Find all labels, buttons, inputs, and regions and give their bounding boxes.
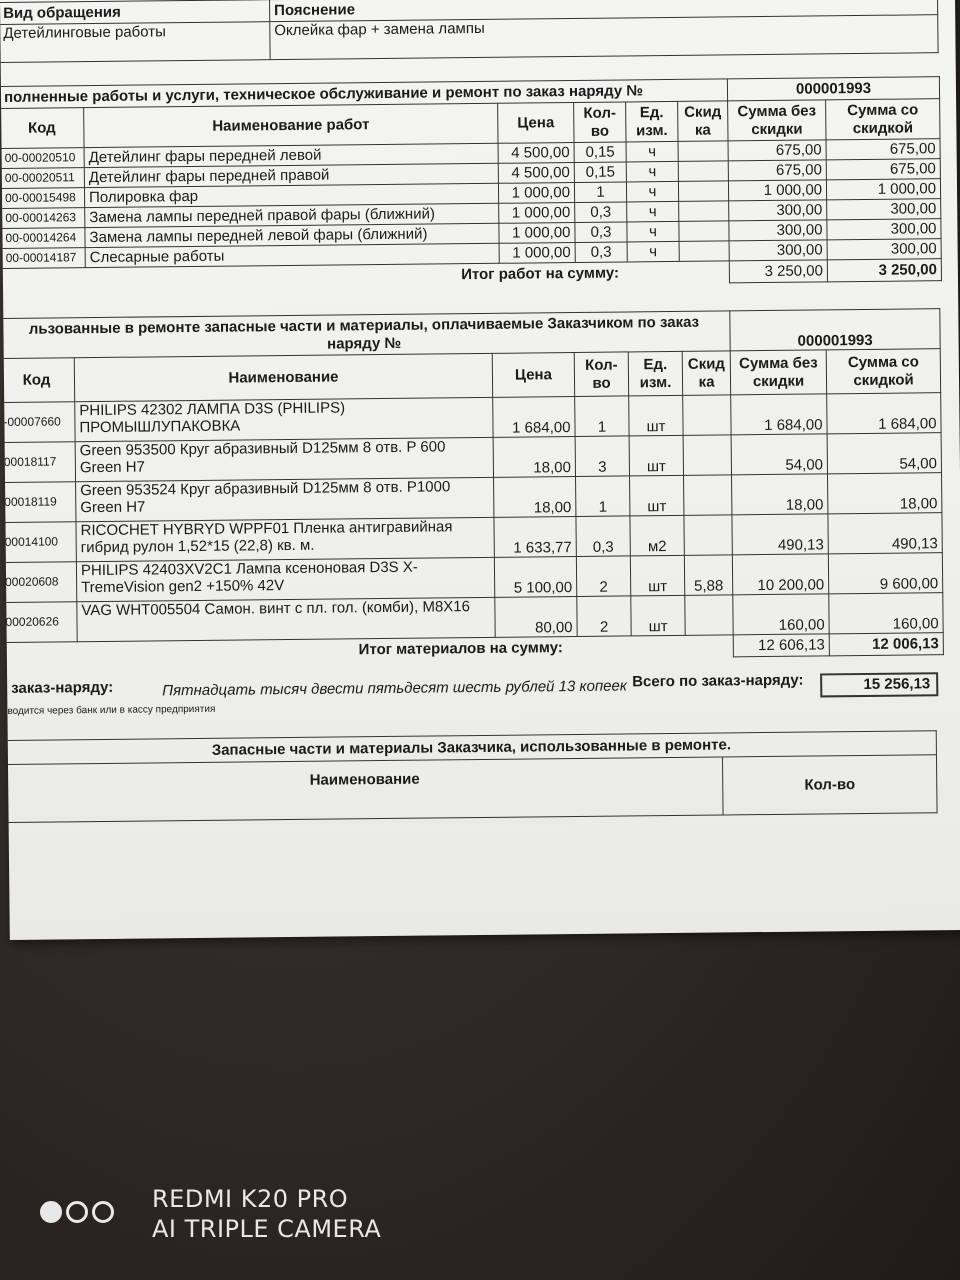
parts-cell-sum: 54,00: [731, 434, 827, 475]
customer-parts-col-qty: Кол-во: [722, 755, 937, 815]
summary-total-label: Всего по заказ-наряду:: [632, 671, 804, 691]
works-cell-unit: ч: [627, 201, 679, 222]
request-type-value: Детейлинговые работы: [0, 22, 270, 63]
works-cell-code: 00-00020511: [0, 168, 84, 189]
works-cell-unit: ч: [627, 221, 679, 242]
watermark-dots-icon: [40, 1201, 114, 1223]
parts-cell-qty: 2: [577, 596, 631, 637]
parts-cell-discount: [683, 435, 731, 476]
works-cell-unit: ч: [626, 161, 678, 182]
parts-section-title: льзованные в ремонте запасные части и материалы, оплачиваемые Заказчиком по заказ наряду №: [0, 311, 730, 359]
works-col-name: Наименование работ: [84, 103, 498, 147]
parts-col-code: Код: [0, 358, 75, 403]
parts-cell-sum-discount: 490,13: [828, 513, 942, 554]
works-cell-discount: [679, 221, 729, 242]
parts-col-name: Наименование: [74, 353, 492, 401]
works-cell-sum-discount: 675,00: [826, 159, 940, 180]
works-total-discount: 3 250,00: [827, 259, 941, 282]
works-cell-code: 00-00014264: [1, 228, 85, 249]
works-cell-name: Замена лампы передней правой фары (ближний): [85, 203, 499, 227]
parts-cell-price: 80,00: [495, 596, 577, 637]
works-cell-sum: 675,00: [728, 140, 826, 161]
parts-cell-unit: шт: [630, 555, 684, 596]
works-cell-qty: 1: [574, 182, 626, 203]
works-cell-sum: 300,00: [729, 220, 827, 241]
works-cell-qty: 0,3: [575, 242, 627, 263]
parts-cell-price: 5 100,00: [494, 556, 576, 597]
works-cell-sum: 300,00: [729, 240, 827, 261]
explanation-header: Пояснение: [270, 0, 938, 22]
works-cell-sum-discount: 300,00: [827, 219, 941, 240]
works-cell-discount: [678, 161, 728, 182]
parts-cell-price: 18,00: [493, 437, 575, 478]
works-cell-price: 1 000,00: [499, 202, 575, 223]
parts-cell-unit: шт: [631, 595, 685, 636]
parts-cell-sum-discount: 9 600,00: [828, 553, 942, 594]
parts-cell-code: 00014100: [0, 522, 76, 563]
works-cell-code: 00-00015498: [0, 188, 84, 209]
parts-cell-discount: 5,88: [684, 555, 732, 596]
parts-cell-qty: 1: [576, 476, 630, 517]
parts-cell-name: VAG WHT005504 Самон. винт с пл. гол. (комби), M8X16: [77, 597, 495, 641]
works-col-unit: Ед. изм.: [626, 101, 678, 142]
works-cell-price: 4 500,00: [498, 142, 574, 163]
customer-parts-table: [6, 730, 938, 823]
parts-total-discount: 12 006,13: [829, 633, 943, 656]
works-col-price: Цена: [498, 102, 574, 143]
parts-cell-qty: 0,3: [576, 516, 630, 557]
parts-cell-price: 18,00: [494, 476, 576, 517]
works-order-number: 000001993: [727, 77, 939, 101]
works-cell-name: Полировка фар: [84, 183, 498, 207]
watermark-camera: AI TRIPLE CAMERA: [152, 1215, 382, 1243]
works-col-code: Код: [0, 108, 84, 149]
works-cell-qty: 0,15: [574, 162, 626, 183]
works-cell-unit: ч: [627, 241, 679, 262]
parts-col-qty: Кол-во: [574, 352, 628, 397]
works-cell-unit: ч: [626, 141, 678, 162]
summary-payment-note: водится через банк или в кассу предприятия: [7, 703, 216, 717]
parts-cell-qty: 1: [575, 396, 629, 437]
works-cell-name: Детейлинг фары передней левой: [84, 143, 498, 167]
parts-cell-code: 00018117: [0, 442, 76, 483]
parts-order-number: 000001993: [730, 309, 940, 351]
parts-cell-unit: шт: [629, 435, 683, 476]
parts-col-price: Цена: [492, 353, 574, 398]
works-cell-price: 1 000,00: [499, 222, 575, 243]
works-col-discount: Скид ка: [678, 101, 728, 142]
works-cell-sum: 675,00: [728, 160, 826, 181]
works-cell-price: 1 000,00: [498, 182, 574, 203]
parts-cell-name: PHILIPS 42302 ЛАМПА D3S (PHILIPS) ПРОМЫШЛУПАКОВКА: [75, 397, 493, 441]
parts-cell-sum-discount: 54,00: [827, 433, 941, 474]
parts-cell-code: 00020626: [1, 602, 77, 643]
works-table: [0, 76, 942, 291]
works-col-qty: Кол-во: [574, 102, 626, 143]
parts-cell-qty: 3: [575, 436, 629, 477]
parts-cell-sum: 1 684,00: [731, 394, 827, 435]
works-cell-name: Детейлинг фары передней правой: [84, 163, 498, 187]
works-cell-name: Замена лампы передней левой фары (ближний): [85, 223, 499, 247]
works-cell-sum: 1 000,00: [728, 180, 826, 201]
summary-amount-words: Пятнадцать тысяч двести пятьдесят шесть рублей 13 копеек: [162, 677, 628, 700]
works-col-sum-no-discount: Сумма без скидки: [728, 100, 826, 141]
parts-table: [0, 308, 944, 665]
works-cell-code: 00-00020510: [0, 148, 84, 169]
parts-cell-sum-discount: 18,00: [828, 473, 942, 514]
works-cell-code: 00-00014263: [1, 208, 85, 229]
works-total-no-discount: 3 250,00: [729, 260, 827, 283]
works-cell-sum-discount: 675,00: [826, 139, 940, 160]
works-section-title: полненные работы и услуги, техническое обслуживание и ремонт по заказ наряду №: [0, 79, 728, 109]
works-cell-sum-discount: 300,00: [827, 239, 941, 260]
parts-cell-name: PHILIPS 42403XV2C1 Лампа ксеноновая D3S X-TremeVision gen2 +150% 42V: [76, 557, 494, 601]
parts-col-unit: Ед. изм.: [628, 351, 682, 396]
customer-parts-col-name: Наименование: [7, 757, 724, 822]
parts-cell-unit: шт: [630, 475, 684, 516]
works-cell-code: 00-00014187: [1, 248, 85, 269]
works-cell-price: 4 500,00: [498, 162, 574, 183]
works-cell-qty: 0,3: [575, 222, 627, 243]
works-cell-sum: 300,00: [729, 200, 827, 221]
request-type-table: [0, 0, 939, 63]
works-col-sum-discount: Сумма со скидкой: [826, 99, 940, 140]
parts-cell-name: RICOCHET HYBRYD WPPF01 Пленка антигравийная гибрид рулон 1,52*15 (22,8) кв. м.: [76, 517, 494, 561]
parts-cell-discount: [684, 475, 732, 516]
works-total-label: Итог работ на сумму:: [461, 264, 620, 284]
works-cell-price: 1 000,00: [499, 242, 575, 263]
parts-cell-discount: [684, 515, 732, 556]
parts-cell-price: 1 633,77: [494, 516, 576, 557]
parts-cell-price: 1 684,00: [493, 397, 575, 438]
request-type-header: Вид обращения: [0, 0, 270, 25]
parts-cell-name: Green 953524 Круг абразивный D125мм 8 отв. P1000 Green H7: [76, 477, 494, 521]
works-cell-discount: [678, 141, 728, 162]
parts-col-sum-discount: Сумма со скидкой: [826, 349, 940, 394]
customer-parts-title: Запасные части и материалы Заказчика, использованные в ремонте.: [6, 731, 936, 765]
parts-cell-discount: [683, 395, 731, 436]
parts-cell-sum-discount: 1 684,00: [827, 393, 941, 434]
parts-cell-name: Green 953500 Круг абразивный D125мм 8 отв. P 600 Green H7: [75, 437, 493, 481]
summary-total-value: 15 256,13: [820, 672, 938, 697]
parts-col-discount: Скид ка: [682, 351, 731, 396]
works-cell-sum-discount: 1 000,00: [826, 179, 940, 200]
works-cell-unit: ч: [626, 181, 678, 202]
parts-cell-sum: 10 200,00: [732, 554, 828, 595]
parts-cell-sum: 490,13: [732, 514, 828, 555]
summary-label: заказ-наряду:: [11, 678, 114, 697]
works-cell-discount: [679, 201, 729, 222]
works-cell-name: Слесарные работы: [85, 243, 499, 267]
parts-cell-sum: 18,00: [732, 474, 828, 515]
works-cell-sum-discount: 300,00: [827, 199, 941, 220]
explanation-value: Оклейка фар + замена лампы: [270, 15, 938, 60]
parts-total-no-discount: 12 606,13: [733, 634, 829, 657]
parts-cell-code: 00020608: [0, 562, 76, 603]
works-cell-qty: 0,3: [575, 202, 627, 223]
parts-cell-code: -00007660: [0, 402, 75, 443]
works-cell-qty: 0,15: [574, 142, 626, 163]
parts-cell-code: 00018119: [0, 482, 76, 523]
parts-cell-unit: м2: [630, 515, 684, 556]
parts-total-label: Итог материалов на сумму:: [358, 639, 563, 659]
parts-cell-discount: [685, 595, 733, 636]
works-cell-discount: [679, 241, 729, 262]
parts-cell-sum: 160,00: [733, 594, 829, 635]
parts-col-sum-no-discount: Сумма без скидки: [730, 350, 826, 395]
parts-cell-unit: шт: [629, 395, 683, 436]
parts-cell-sum-discount: 160,00: [829, 593, 943, 634]
parts-cell-qty: 2: [576, 556, 630, 597]
works-cell-discount: [678, 181, 728, 202]
watermark-model: REDMI K20 PRO: [152, 1185, 349, 1213]
